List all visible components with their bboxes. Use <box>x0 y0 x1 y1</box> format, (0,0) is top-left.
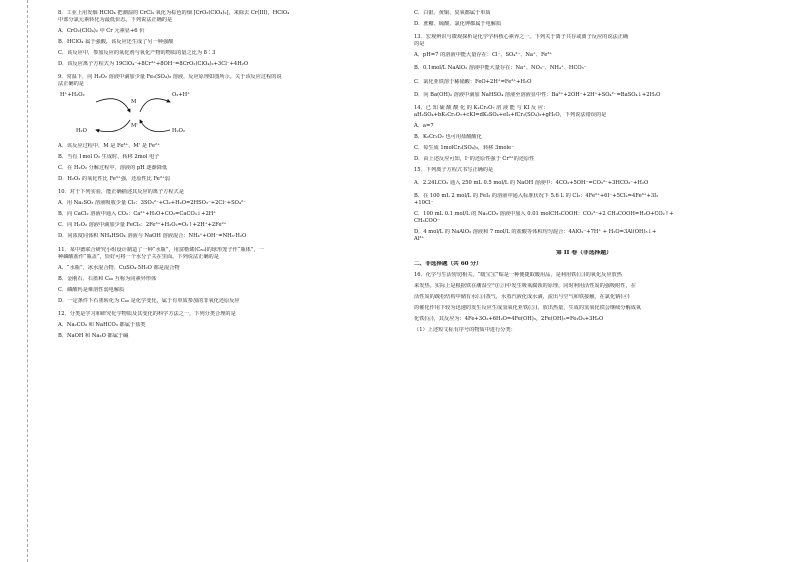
q11-stem-2: 种磷酸盐作“瓶盖”，恰好可将一个水分子关在里面。下列说法正确的是 <box>58 253 219 260</box>
q9-option-b: B．当有 1mol O₂ 生成时，转移 2mol 电子 <box>58 154 160 161</box>
q11-option-c: C．磷酸钙是难溶性弱电解质 <box>58 286 125 293</box>
q15-stem: 15．下列离子方程式书写正确的是 <box>414 166 494 173</box>
q15-option-b-line-1: B．在 100 mL 2 mol/L 的 FeI₂ 的溶液中通入标准状况下 5.6 L 的 Cl₂：4Fe²⁺+6I⁻+5Cl₂=4Fe³⁺+3I₂ <box>414 193 659 200</box>
q15-option-a: A．2.24LCO₂ 通入 250 mL 0.5 mol/L 的 NaOH 溶液中：4CO₂+5OH⁻=CO₃²⁻+3HCO₃⁻+H₂O <box>414 180 649 187</box>
label-reactant-top-left: H⁺+H₂O₂ <box>60 92 85 99</box>
q10-option-a: A．用 Na₂SO₃ 溶液吸收少量 Cl₂：3SO₃²⁻+Cl₂+H₂O=2HSO₃⁻+2Cl⁻+SO₄²⁻ <box>58 200 246 207</box>
q13-option-a: A．pH=7 的溶液中能大量存在：Cl⁻、SO₄²⁻、Na⁺、Fe³⁺ <box>414 52 553 59</box>
q11-option-a: A．“水瓶”、冰水混合物、CuSO₄·5H₂O 都是混合物 <box>58 264 180 271</box>
label-product-bottom-left: H₂O <box>76 128 87 135</box>
catalytic-cycle-diagram <box>58 90 238 140</box>
right-column <box>414 10 754 334</box>
q16-line-3: 活性炭的疏松结构中储有水(③)蒸气，水蒸汽液化成水滴，流出与空气和铁接触，在氯化钠(④) <box>414 293 630 300</box>
q14-option-b: B．K₂Cr₂O₇ 也可用盐酸酸化 <box>414 133 482 140</box>
question-12-part-1 <box>58 311 396 340</box>
q12-option-c: C．白银、黄铜、臭氧都属于单质 <box>414 10 491 16</box>
q16-line-4: 的催化作用下较为迅速的发生反应生成氢氧化亚铁(⑤)，放出热量，生成的氢氧化铁会继续分解成氧 <box>414 304 642 311</box>
q8-option-c: C．该反应中，参加反应的氧化剂与氧化产物的物质的量之比为 8∶3 <box>58 50 216 56</box>
q9-stem-2: 法正确的是 <box>58 81 84 88</box>
question-10 <box>58 189 396 240</box>
q11-option-b: B．金刚石、石墨和 C₆₀ 互称为同素异形体 <box>58 275 157 282</box>
q12-option-d: D．蔗糖、硫酸、氯化钾都属于电解质 <box>414 21 502 27</box>
q11-option-d: D．一定条件下石墨转化为 C₆₀ 是化学变化，属于有单质参加的非氧化还原反应 <box>58 297 240 304</box>
q10-option-d: D．同浓度同体积 NH₄HSO₄ 溶液与 NaOH 溶液混合：NH₄⁺+OH⁻=NH₃·H₂O <box>58 233 247 240</box>
q13-stem-1: 13．宏观辨识与微观探析是化学学科核心素养之一。下列关于离子共存或离子反应的说法正确 <box>414 34 629 41</box>
q9-stem-1: 9．常温下，向 H₂O₂ 溶液中滴加少量 Fe₂(SO₄)₃ 溶液，反应原理如图所示。关于该反应过程的说 <box>58 74 282 81</box>
question-14 <box>414 105 754 163</box>
q10-option-c: C．向 H₂O₂ 溶液中滴加少量 FeCl₃：2Fe³⁺+H₂O₂=O₂↑+2H⁺+2Fe²⁺ <box>58 222 227 229</box>
q11-stem-1: 11．某中德联合研究小组设计制造了一种“水瓶”，用富勒烯(C₆₀)的球形笼子作“瓶体”，一 <box>58 246 264 253</box>
binding-margin <box>6 0 28 562</box>
q14-stem-1: 14．已 知 硫 酸 酸 化 的 K₂Cr₂O₇ 溶 液 能 与 KI 反 应： <box>414 104 549 111</box>
question-15 <box>414 167 754 243</box>
part-2-title: 第 II 卷（非选择题） <box>556 249 612 256</box>
q16-line-2: 来发热。实际上是根据铁在潮湿空气(②)中发生吸氧腐蚀的原理，同时利用活性炭的强吸附性，在 <box>414 282 636 289</box>
q16-line-5: 化铁(⑥)，其反应为：4Fe+3O₂+6H₂O=4Fe(OH)₃，2Fe(OH)₃=Fe₂O₃+3H₂O <box>414 315 604 322</box>
question-9 <box>58 74 396 183</box>
q12-stem: 12．分类是学习和研究化学物质及其变化的科学方法之一，下列分类合理的是 <box>58 310 236 317</box>
q9-option-c: C．在 H₂O₂ 分解过程中，溶液的 pH 逐渐降低 <box>58 165 168 172</box>
q13-option-d: D．向 Ba(OH)₂ 溶液中滴加 NaHSO₄ 溶液至溶液显中性：Ba²⁺+2OH⁻+2H⁺+SO₄²⁻=BaSO₄↓+2H₂O <box>414 91 661 98</box>
q12-option-b: B．NaOH 和 Na₂O 都属于碱 <box>58 332 129 339</box>
label-m: M <box>131 99 137 106</box>
q13-option-c: C．氯化亚铁溶于稀硝酸：FeO+2H⁺=Fe²⁺+H₂O <box>414 78 532 85</box>
q15-option-d-line-1: D．4 mol/L 的 NaAlO₂ 溶液和 7 mol/L 的盐酸等体积均匀混合：4AlO₂⁻+7H⁺ + H₂O=3Al(OH)₃↓+ <box>414 229 657 236</box>
q15-option-c-line-2: CH₃COO⁻ <box>414 218 440 225</box>
q16-line-1: 16．化学与生活密切相关。“暖宝宝”贴是一种便捷取暖用品，是利用铁(①)的氧化反应放热 <box>414 271 622 278</box>
q16-subquestion-1: （1）上述短文标有序号的物质中进行分类： <box>414 326 516 333</box>
q13-option-b: B．0.1mol/L NaAlO₂ 溶液中能大量存在：Na⁺、NO₃⁻、NH₄⁺、HCO₃⁻ <box>414 65 587 72</box>
q12-option-a: A．Na₂CO₃ 和 NaHCO₃ 都属于盐类 <box>58 321 146 328</box>
q14-option-c: C．每生成 1molCr₂(SO₄)₃，转移 3mole⁻ <box>414 144 514 151</box>
question-11 <box>58 247 396 305</box>
q15-option-d-line-2: Al³⁺ <box>414 236 425 243</box>
q14-stem-2: aH₂SO₄+bK₂Cr₂O₇+cKI=dK₂SO₄+eI₂+fCr₂(SO₄)₃+gH₂O，下列说法错误的是 <box>414 111 607 118</box>
q9-option-a: A．该反应过程中，M 是 Fe³⁺，M' 是 Fe²⁺ <box>58 143 160 150</box>
q9-option-d: D．H₂O₂ 的氧化性比 Fe³⁺强，还原性比 Fe²⁺弱 <box>58 176 170 183</box>
q14-option-a: A．a=7 <box>414 122 434 129</box>
q14-option-d: D．由上述反应可知，I⁻的还原性强于 Cr³⁺的还原性 <box>414 155 535 162</box>
question-12-part-2 <box>414 10 754 28</box>
q8-option-d: D．该反应离子方程式为 19ClO₄⁻+8Cr³⁺+8OH⁻=8CrO₂(ClO₄)₂+3Cl⁻+4H₂O <box>58 61 249 67</box>
label-product-top-right: O₂+H⁺ <box>172 92 190 99</box>
q15-option-b-line-2: +10Cl⁻ <box>414 200 434 207</box>
label-m-prime: M' <box>131 123 138 130</box>
q8-option-b: B．HClO₄ 属于强酸，该反应还生成了另一种强酸 <box>58 39 174 45</box>
q8-stem-2: 中部分氯元素转化为最低价态。下列说法正确的是 <box>58 17 173 23</box>
q10-option-b: B．向 CaCl₂ 溶液中通入 CO₂：Ca²⁺+H₂O+CO₂=CaCO₃↓+2H⁺ <box>58 211 217 218</box>
left-column <box>58 10 396 340</box>
section-heading: 二、非选择题（共 60 分） <box>414 260 482 267</box>
q8-option-a: A．CrO₂(ClO₄)₂ 中 Cr 元素显+6 价 <box>58 28 145 34</box>
q10-stem: 10．对于下列实验，能正确描述其反应的离子方程式是 <box>58 189 184 196</box>
q13-stem-2: 的是 <box>414 41 425 48</box>
question-16 <box>414 272 754 334</box>
q8-stem-1: 8．工业上用发烟 HClO₄ 把潮湿的 CrCl₃ 氧化为棕色的烟 [CrO₂(ClO₄)₂]，来除去 Cr(III)，HClO₄ <box>58 10 290 16</box>
label-reactant-bottom-right: H₂O₂ <box>172 128 185 135</box>
question-8 <box>58 10 396 68</box>
question-13 <box>414 34 754 99</box>
q15-option-c-line-1: C．100 mL 0.1 mol/L 的 Na₂CO₃ 溶液中加入 0.01 molCH₃COOH：CO₃²⁻+2 CH₃COOH=H₂O+CO₂↑+ <box>414 211 674 218</box>
